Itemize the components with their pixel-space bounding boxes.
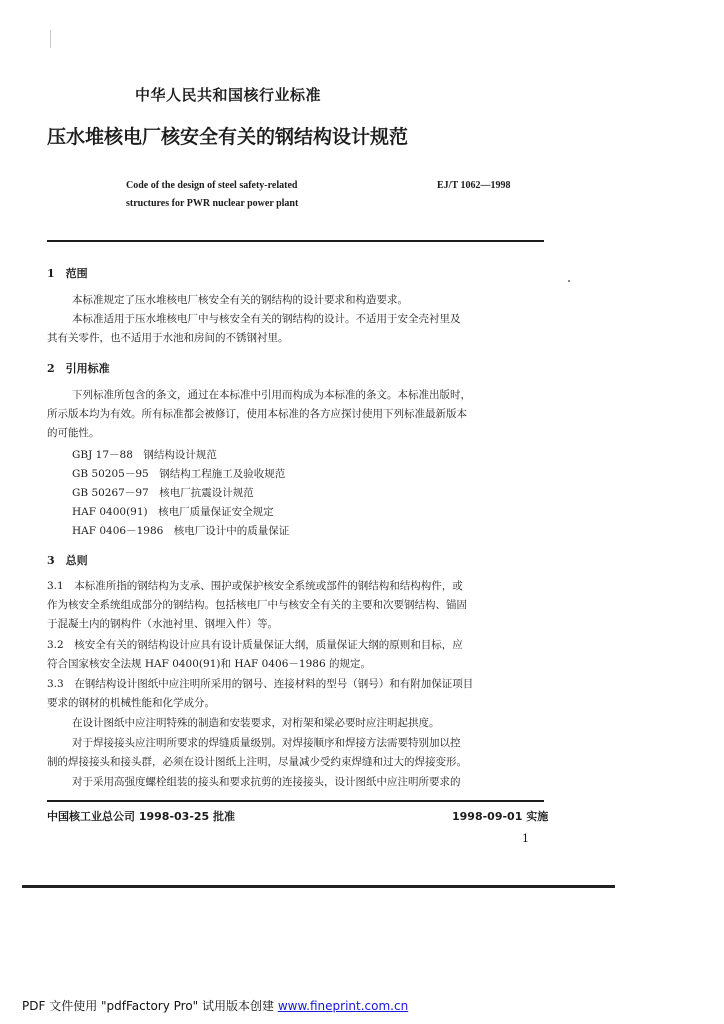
fineprint-link[interactable]: www.fineprint.com.cn [277,999,409,1013]
clause-3-3-para-drawings: 在设计图纸中应注明特殊的制造和安装要求，对桁架和梁必要时应注明起拱度。 [72,717,440,729]
approval-date: 中国核工业总公司 1998-03-25 批准 [47,810,236,823]
clause-3-3-para-bolts: 对于采用高强度螺栓组装的接头和要求抗剪的连接接头，设计图纸中应注明所要求的 [72,776,461,788]
page-number: 1 [522,832,529,845]
pdf-watermark-footer [22,997,408,1014]
clause-3-1-line-3: 于混凝土内的钢构件（水池衬里、钢埋入件）等。 [47,618,278,630]
clause-3-3-para-welding-line-2: 制的焊接接头和接头群，必须在设计图纸上注明，尽量减少受约束焊缝和过大的焊接变形。 [47,756,467,768]
section-2-para-line-1: 下列标准所包含的条文，通过在本标准中引用而构成为本标准的条文。本标准出版时， [72,389,471,401]
implementation-date: 1998-09-01 实施 [452,810,549,823]
standard-number: EJ/T 1062—1998 [437,180,511,191]
section-2-para-line-2: 所示版本均为有效。所有标准都会被修订，使用本标准的各方应探讨使用下列标准最新版本 [47,408,467,420]
clause-3-1-line-2: 作为核安全系统组成部分的钢结构。包括核电厂中与核安全有关的主要和次要钢结构、锚固 [47,599,467,611]
english-title-line2: structures for PWR nuclear power plant [126,198,299,209]
section-3-heading: 3 总则 [47,554,88,567]
page-title: 压水堆核电厂核安全有关的钢结构设计规范 [47,126,409,148]
reference-standard: HAF 0406－1986 核电厂设计中的质量保证 [72,525,290,537]
scan-speck [568,280,570,282]
clause-3-3-line-2: 要求的钢材的机械性能和化学成分。 [47,697,215,709]
section-2-para-line-3: 的可能性。 [47,427,100,439]
reference-standard: GBJ 17－88 钢结构设计规范 [72,449,217,461]
section-1-para-2-line-2: 其有关零件，也不适用于水池和房间的不锈钢衬里。 [47,332,289,344]
clause-3-3-para-welding-line-1: 对于焊接接头应注明所要求的焊缝质量级别。对焊接顺序和焊接方法需要特别加以控 [72,737,461,749]
section-2-heading: 2 引用标准 [47,362,110,375]
clause-3-1-line-1: 3.1 本标准所指的钢结构为支承、围护或保护核安全系统或部件的钢结构和结构构件，或 [47,580,463,592]
issuing-authority: 中华人民共和国核行业标准 [135,86,322,104]
reference-standard: GB 50205－95 钢结构工程施工及验收规范 [72,468,286,480]
reference-standard: HAF 0400(91) 核电厂质量保证安全规定 [72,506,274,518]
clause-3-3-line-1: 3.3 在钢结构设计图纸中应注明所采用的钢号、连接材料的型号（钢号）和有附加保证项目 [47,678,474,690]
footer-divider [47,800,544,802]
scan-mark [50,30,51,48]
pdf-footer-text: PDF 文件使用 "pdfFactory Pro" 试用版本创建 [22,999,278,1013]
header-divider [47,240,544,242]
page-edge-line [22,885,615,888]
section-1-heading: 1 范围 [47,267,88,280]
english-title-line1: Code of the design of steel safety-related [126,180,298,191]
section-1-para-1: 本标准规定了压水堆核电厂核安全有关的钢结构的设计要求和构造要求。 [72,294,408,306]
clause-3-2-line-2: 符合国家核安全法规 HAF 0400(91)和 HAF 0406－1986 的规定。 [47,658,371,670]
clause-3-2-line-1: 3.2 核安全有关的钢结构设计应具有设计质量保证大纲，质量保证大纲的原则和目标，应 [47,639,463,651]
section-1-para-2-line-1: 本标准适用于压水堆核电厂中与核安全有关的钢结构的设计。不适用于安全壳衬里及 [72,313,461,325]
reference-standard: GB 50267－97 核电厂抗震设计规范 [72,487,254,499]
